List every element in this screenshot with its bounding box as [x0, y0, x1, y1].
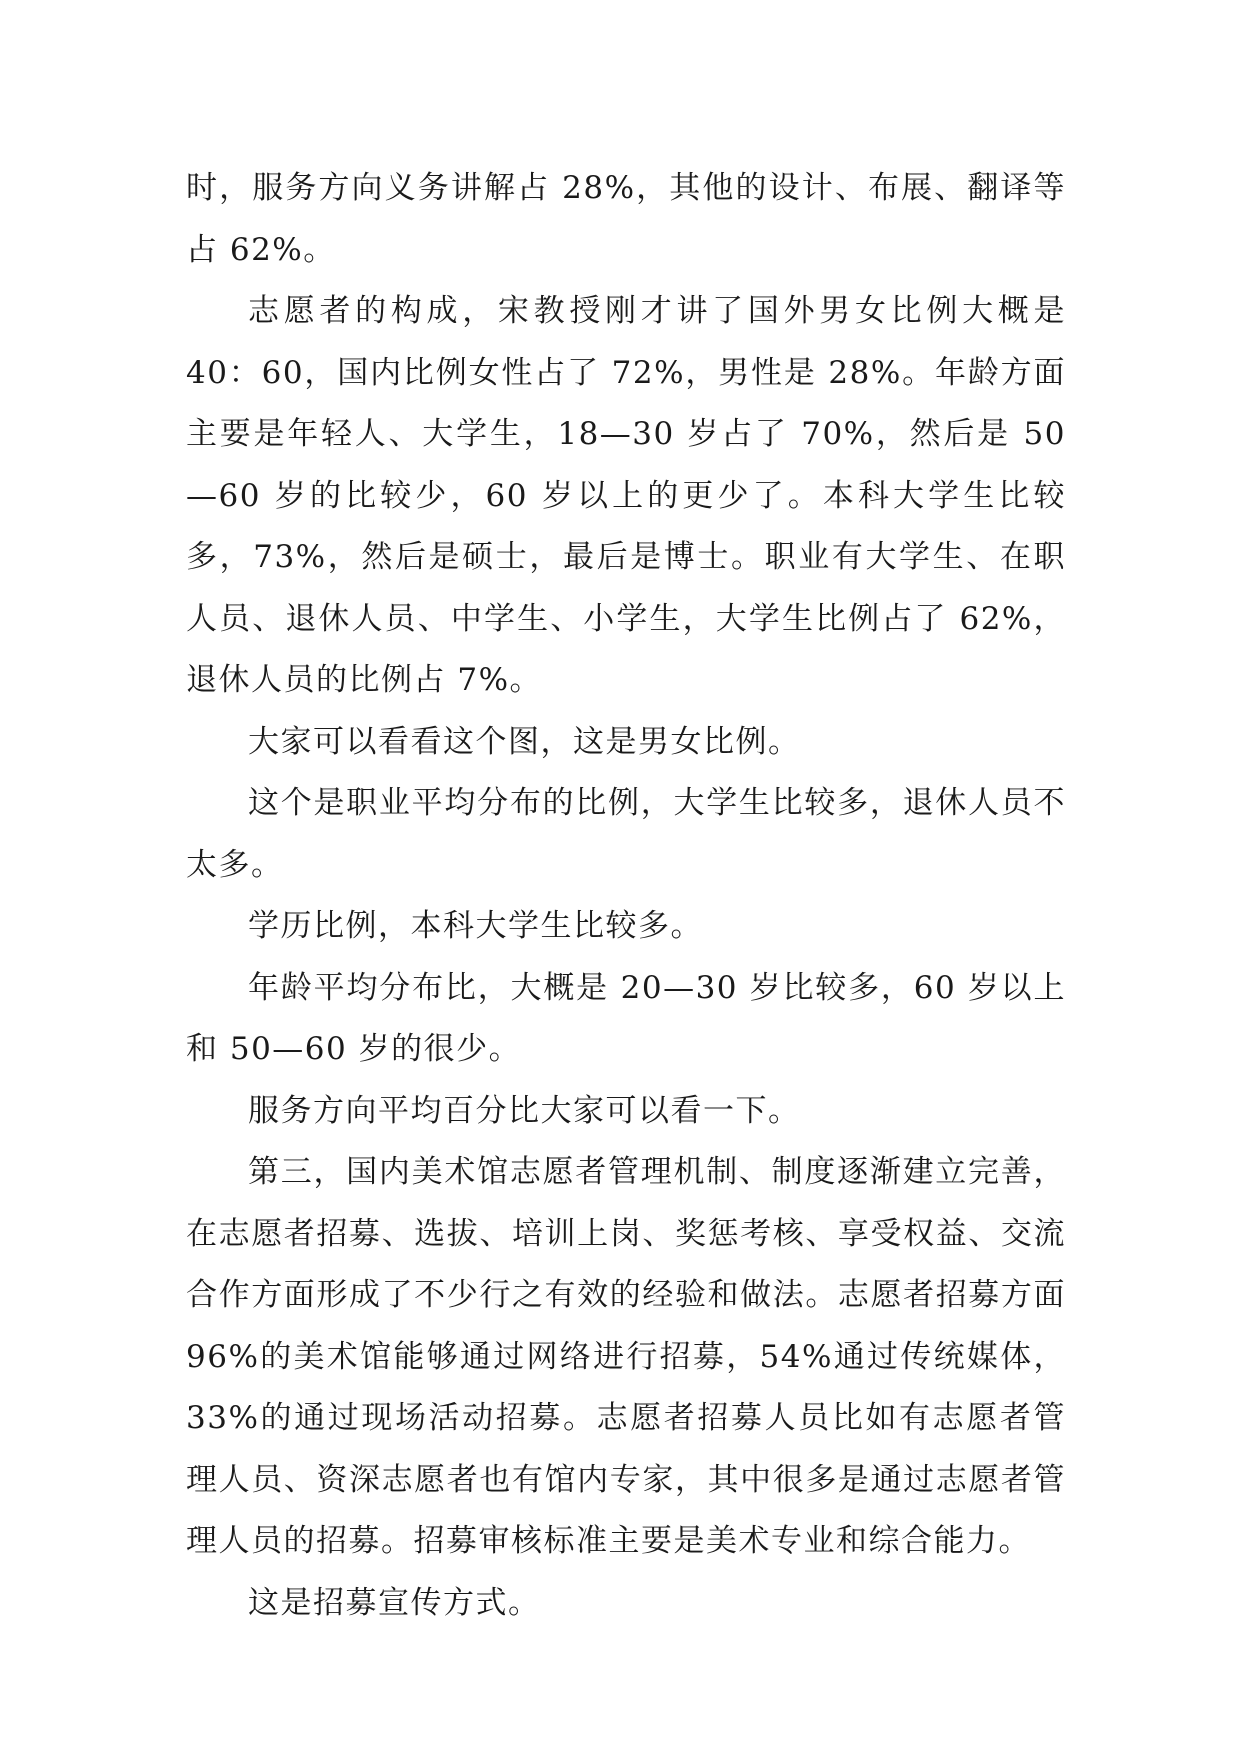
paragraph-3: 大家可以看看这个图，这是男女比例。	[248, 723, 801, 760]
paragraph-9: 这是招募宣传方式。	[248, 1584, 541, 1621]
paragraph-6: 年龄平均分布比，大概是 20—30 岁比较多，60 岁以上和 50—60 岁的很少。	[186, 969, 1066, 1067]
paragraph-7: 服务方向平均百分比大家可以看一下。	[248, 1092, 801, 1129]
body-text	[186, 158, 1066, 1634]
paragraph-4: 这个是职业平均分布的比例，大学生比较多，退休人员不太多。	[186, 785, 1066, 883]
paragraph-2: 志愿者的构成，宋教授刚才讲了国外男女比例大概是 40：60，国内比例女性占了 72%，男性是 28%。年龄方面主要是年轻人、大学生，18—30 岁占了 70%，然后是 50—60 岁的比较少，60 岁以上的更少了。本科大学生比较多，73%，然后是硕士，最后是博士。职业有大学生、在职人员、退休人员、中学生、小学生，大学生比例占了 62%，退休人员的比例占 7%。	[186, 293, 1066, 698]
paragraph-5: 学历比例，本科大学生比较多。	[248, 908, 703, 944]
paragraph-1: 时，服务方向义务讲解占 28%，其他的设计、布展、翻译等占 62%。	[186, 170, 1066, 268]
paragraph-8: 第三，国内美术馆志愿者管理机制、制度逐渐建立完善，在志愿者招募、选拔、培训上岗、奖惩考核、享受权益、交流合作方面形成了不少行之有效的经验和做法。志愿者招募方面 96%的美术馆能够通过网络进行招募，54%通过传统媒体，33%的通过现场活动招募。志愿者招募人员比如有志愿者管理人员、资深志愿者也有馆内专家，其中很多是通过志愿者管理人员的招募。招募审核标准主要是美术专业和综合能力。	[186, 1154, 1066, 1559]
